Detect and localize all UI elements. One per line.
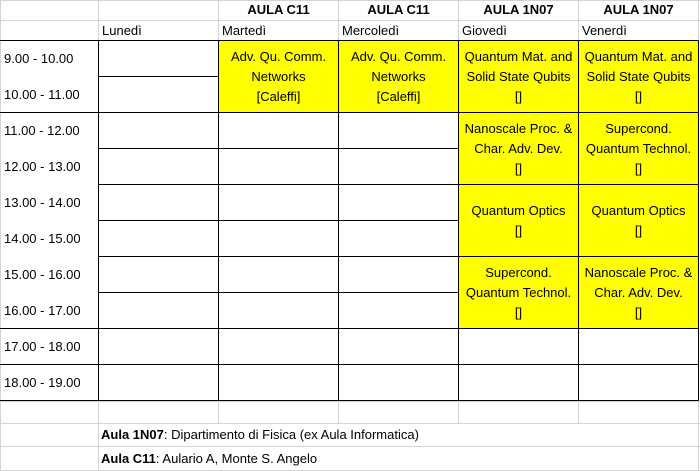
course-venerdi-15-17: Nanoscale Proc. & Char. Adv. Dev. []: [579, 257, 698, 328]
aula-header-giovedi: AULA 1N07: [483, 2, 554, 17]
time-label: 10.00 - 11.00: [4, 87, 80, 102]
note-aula-c11: Aula C11: Aulario A, Monte S. Angelo: [101, 451, 318, 466]
course-venerdi-11-13: Supercond. Quantum Technol. []: [579, 113, 698, 184]
course-venerdi-13-15: Quantum Optics []: [579, 185, 698, 256]
course-giovedi-9-11: Quantum Mat. and Solid State Qubits []: [459, 41, 578, 112]
time-label: 15.00 - 16.00: [4, 267, 81, 282]
course-venerdi-9-11: Quantum Mat. and Solid State Qubits []: [579, 41, 698, 112]
aula-header-mercoledi: AULA C11: [367, 2, 430, 17]
time-label: 14.00 - 15.00: [4, 231, 81, 246]
course-giovedi-13-15: Quantum Optics []: [459, 185, 578, 256]
time-label: 16.00 - 17.00: [4, 303, 81, 318]
time-label: 18.00 - 19.00: [4, 375, 81, 390]
time-label: 12.00 - 13.00: [4, 159, 81, 174]
time-label: 13.00 - 14.00: [4, 195, 81, 210]
day-mercoledi: Mercoledì: [342, 23, 400, 38]
note-aula-1n07: Aula 1N07: Dipartimento di Fisica (ex Aula Informatica): [101, 427, 419, 442]
course-giovedi-15-17: Supercond. Quantum Technol. []: [459, 257, 578, 328]
course-martedi-9-11: Adv. Qu. Comm. Networks [Caleffi]: [219, 41, 338, 112]
day-venerdi: Venerdì: [582, 23, 627, 38]
time-label: 17.00 - 18.00: [4, 339, 81, 354]
course-giovedi-11-13: Nanoscale Proc. & Char. Adv. Dev. []: [459, 113, 578, 184]
time-label: 9.00 - 10.00: [4, 51, 74, 66]
time-label: 11.00 - 12.00: [4, 123, 80, 138]
aula-header-venerdi: AULA 1N07: [603, 2, 674, 17]
course-mercoledi-9-11: Adv. Qu. Comm. Networks [Caleffi]: [339, 41, 458, 112]
aula-header-martedi: AULA C11: [247, 2, 310, 17]
day-giovedi: Giovedì: [462, 23, 507, 38]
day-martedi: Martedì: [222, 23, 267, 38]
day-lunedi: Lunedì: [102, 23, 142, 38]
